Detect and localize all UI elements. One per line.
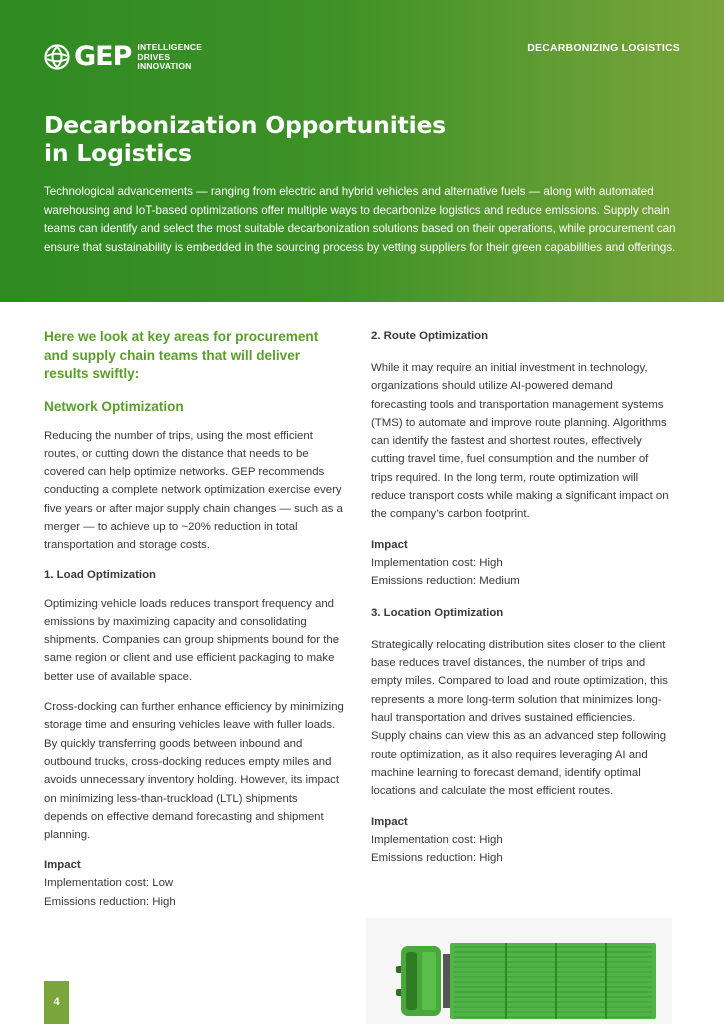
gep-swirl-icon xyxy=(44,44,70,70)
location-impact-heading: Impact xyxy=(371,815,408,828)
logo-wordmark: GEP xyxy=(74,40,132,72)
left-column xyxy=(44,328,344,912)
green-truck-icon xyxy=(396,938,658,1024)
location-optimization-heading: 3. Location Optimization xyxy=(371,606,504,619)
route-optimization-text: While it may require an initial investment in technology, organizations should utilize AI-powered demand forecasting tools and transportation management systems (TMS) to automate and improve route planning. Algorithms can identify the fastest and shortest routes, effectively cutting travel time, fuel consumption and the number of trips required. In the long term, route optimization will reduce transport costs while making a significant impact on the company’s carbon footprint. xyxy=(371,362,669,521)
lead-statement: Here we look at key areas for procurement and supply chain teams that will deliver results swiftly: xyxy=(44,329,319,381)
location-optimization-text: Strategically relocating distribution sites closer to the client base reduces travel distances, the number of trips and empty miles. Compared to load and route optimization, this represents a more long-term solution that minimizes long-haul transportation and drives sustained efficiencies. Supply chains can view this as an advanced step following route optimization, as it also requires leveraging AI and machine learning to forecast demand, identify optimal locations and calculate the most efficient routes. xyxy=(371,638,668,798)
load-optimization-heading: 1. Load Optimization xyxy=(44,568,157,581)
route-impact-emissions: Emissions reduction: Medium xyxy=(371,575,520,588)
page-title xyxy=(44,111,604,167)
network-optimization-heading: Network Optimization xyxy=(44,398,184,414)
load-optimization-paragraph-2: Cross-docking can further enhance efficiency by minimizing storage time and ensuring vehicles leave with fuller loads. By quickly transferring goods between inbound and outbound trucks, cross-docking reduces empty miles and avoids unnecessary inventory holding. However, its impact on minimizing less-than-truckload (LTL) shipments depends on effective demand forecasting and shipment planning. xyxy=(44,701,344,842)
load-impact-heading: Impact xyxy=(44,859,81,872)
route-impact-cost: Implementation cost: High xyxy=(371,556,503,569)
page-number: 4 xyxy=(44,981,69,1024)
logo-tagline-line: INNOVATION xyxy=(137,61,192,71)
hero-banner xyxy=(0,0,724,302)
logo-tagline-line: INTELLIGENCE xyxy=(137,42,203,52)
right-column xyxy=(371,328,671,868)
truck-illustration xyxy=(366,918,672,1024)
gep-logo[interactable] xyxy=(44,42,202,72)
page-title-line: in Logistics xyxy=(44,139,192,167)
location-impact-cost: Implementation cost: High xyxy=(371,833,503,846)
location-impact-emissions: Emissions reduction: High xyxy=(371,852,503,865)
load-impact-emissions: Emissions reduction: High xyxy=(44,896,176,909)
load-optimization-paragraph-1: Optimizing vehicle loads reduces transport frequency and emissions by maximizing capacity and consolidating shipments. Companies can group shipments bound for the same region or client and use efficient packaging to make better use of available space. xyxy=(44,597,340,683)
route-optimization-heading: 2. Route Optimization xyxy=(371,330,489,342)
route-impact-heading: Impact xyxy=(371,538,408,551)
document-section-label: DECARBONIZING LOGISTICS xyxy=(527,42,680,54)
logo-tagline-line: DRIVES xyxy=(137,51,171,62)
load-impact-cost: Implementation cost: Low xyxy=(44,877,174,890)
network-optimization-text: Reducing the number of trips, using the most efficient routes, or cutting down the distance that needs to be covered can help optimize networks. GEP recommends conducting a complete network optimization exercise every five years or after major supply chain changes — such as a merger — to achieve up to ~20% reduction in total transportation and storage costs. xyxy=(44,429,343,552)
intro-paragraph: Technological advancements — ranging from electric and hybrid vehicles and alternative fuels — along with automated warehousing and IoT-based optimizations offer multiple ways to decarbonize logistics and reduce emissions. Supply chain teams can identify and select the most suitable decarbonization solutions based on their operations, while procurement can ensure that sustainability is embedded in the sourcing process by vetting suppliers for their green capabilities and offerings. xyxy=(44,185,676,254)
logo-tagline xyxy=(137,42,202,72)
page-title-line: Decarbonization Opportunities xyxy=(44,111,446,139)
